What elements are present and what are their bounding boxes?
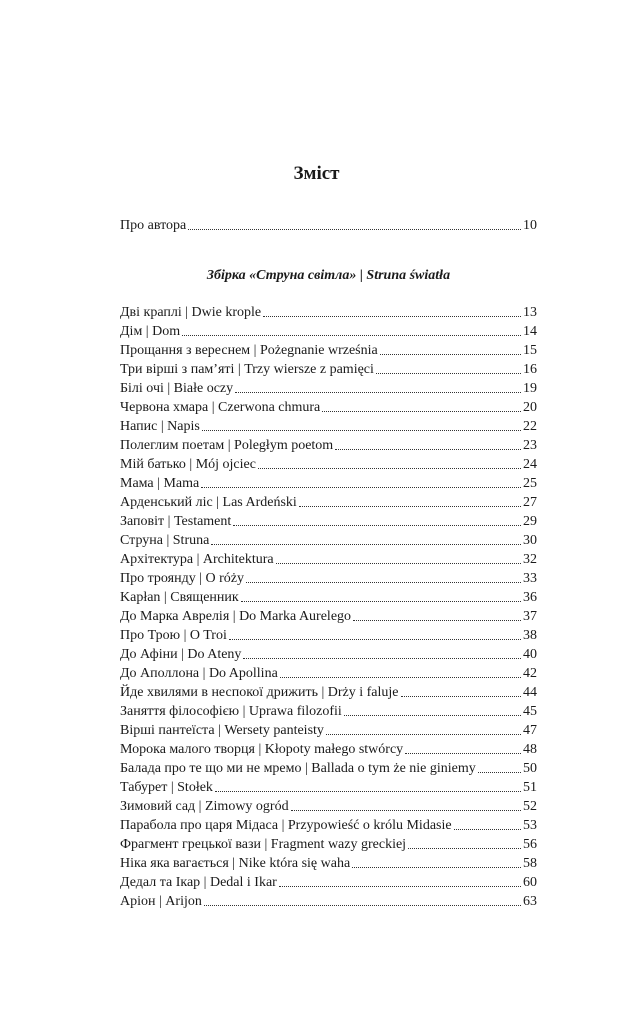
toc-dot-leader	[322, 411, 521, 412]
toc-entry-page: 19	[523, 381, 537, 396]
toc-entry	[120, 379, 537, 398]
toc-entry-page: 10	[523, 218, 537, 233]
toc-dot-leader	[235, 392, 521, 393]
toc-entry-page: 30	[523, 533, 537, 548]
toc-entry-title: Kapłan | Священник	[120, 590, 239, 605]
toc-dot-leader	[478, 772, 521, 773]
toc-entry-title: Фрагмент грецької вази | Fragment wazy greckiej	[120, 837, 407, 852]
toc-entry	[120, 835, 537, 854]
toc-entry	[120, 455, 537, 474]
toc-entry-page: 42	[523, 666, 537, 681]
toc-entry-title: Морока малого творця | Kłopoty małego stwórcy	[120, 742, 404, 757]
toc-dot-leader	[263, 316, 521, 317]
toc-entry-title: Йде хвилями в неспокої дрижить | Drży i faluje	[120, 685, 399, 700]
toc-entry-title: Заповіт | Testament	[120, 514, 232, 529]
toc-entry-title: Мій батько | Mój ojciec	[120, 457, 256, 472]
page-title: Зміст	[293, 163, 340, 184]
toc-dot-leader	[258, 468, 521, 469]
toc-entry-title: Табурет | Stołek	[120, 780, 213, 795]
toc-entry-title: Про троянду | O róży	[120, 571, 244, 586]
toc-entry-title: Про автора	[120, 218, 187, 233]
toc-entry	[120, 892, 537, 911]
toc-entry-page: 36	[523, 590, 537, 605]
toc-entry-page: 33	[523, 571, 537, 586]
toc-entry	[120, 360, 537, 379]
toc-dot-leader	[233, 525, 521, 526]
toc-entry-title: Заняття філософією | Uprawa filozofii	[120, 704, 342, 719]
toc-entry-title: Прощання з вереснем | Pożegnanie września	[120, 343, 378, 358]
toc-entry	[120, 702, 537, 721]
toc-list	[0, 303, 537, 911]
toc-entry-page: 27	[523, 495, 537, 510]
toc-dot-leader	[280, 677, 521, 678]
toc-entry-title: Вірші пантеїста | Wersety panteisty	[120, 723, 324, 738]
toc-entry-title: Аріон | Arijon	[120, 894, 202, 909]
toc-dot-leader	[279, 886, 521, 887]
toc-entry	[120, 740, 537, 759]
toc-dot-leader	[291, 810, 521, 811]
toc-entry-page: 60	[523, 875, 537, 890]
toc-entry	[120, 474, 537, 493]
toc-dot-leader	[188, 229, 521, 230]
toc-entry-title: Архітектура | Architektura	[120, 552, 274, 567]
toc-dot-leader	[376, 373, 521, 374]
toc-entry	[120, 550, 537, 569]
toc-entry-page: 50	[523, 761, 537, 776]
toc-entry-title: Дві краплі | Dwie krople	[120, 305, 262, 320]
toc-dot-leader	[353, 620, 521, 621]
toc-entry-page: 45	[523, 704, 537, 719]
toc-entry	[120, 645, 537, 664]
toc-entry	[120, 873, 537, 892]
toc-entry-page: 15	[523, 343, 537, 358]
toc-entry-page: 29	[523, 514, 537, 529]
toc-dot-leader	[299, 506, 521, 507]
toc-entry	[120, 493, 537, 512]
toc-entry-intro	[120, 216, 537, 235]
toc-dot-leader	[401, 696, 521, 697]
toc-entry	[120, 303, 537, 322]
toc-entry-page: 48	[523, 742, 537, 757]
toc-entry-title: До Марка Аврелія | Do Marka Aurelego	[120, 609, 352, 624]
toc-dot-leader	[454, 829, 521, 830]
toc-entry	[120, 721, 537, 740]
toc-dot-leader	[335, 449, 521, 450]
toc-dot-leader	[182, 335, 521, 336]
toc-entry-page: 20	[523, 400, 537, 415]
toc-entry-page: 23	[523, 438, 537, 453]
toc-entry-title: Дім | Dom	[120, 324, 181, 339]
toc-entry	[120, 569, 537, 588]
toc-entry	[120, 816, 537, 835]
toc-entry-page: 52	[523, 799, 537, 814]
toc-entry-page: 53	[523, 818, 537, 833]
toc-dot-leader	[229, 639, 521, 640]
toc-entry	[120, 398, 537, 417]
toc-entry	[120, 588, 537, 607]
toc-entry-page: 63	[523, 894, 537, 909]
toc-entry	[120, 759, 537, 778]
toc-dot-leader	[202, 430, 521, 431]
toc-entry	[120, 341, 537, 360]
toc-entry-page: 13	[523, 305, 537, 320]
toc-entry-page: 14	[523, 324, 537, 339]
toc-entry	[120, 664, 537, 683]
toc-entry-page: 47	[523, 723, 537, 738]
toc-entry-page: 44	[523, 685, 537, 700]
toc-dot-leader	[215, 791, 521, 792]
toc-entry-title: До Афіни | Do Ateny	[120, 647, 242, 662]
toc-dot-leader	[344, 715, 521, 716]
toc-dot-leader	[246, 582, 521, 583]
toc-entry-page: 51	[523, 780, 537, 795]
toc-dot-leader	[201, 487, 521, 488]
toc-entry-title: Напис | Napis	[120, 419, 200, 434]
toc-entry-page: 22	[523, 419, 537, 434]
toc-dot-leader	[352, 867, 521, 868]
toc-entry	[120, 778, 537, 797]
toc-dot-leader	[204, 905, 521, 906]
toc-dot-leader	[241, 601, 521, 602]
toc-entry-title: Мама | Mama	[120, 476, 200, 491]
toc-entry-page: 25	[523, 476, 537, 491]
toc-entry-title: Червона хмара | Czerwona chmura	[120, 400, 321, 415]
toc-dot-leader	[326, 734, 521, 735]
toc-entry-page: 40	[523, 647, 537, 662]
toc-entry-title: До Аполлона | Do Apollina	[120, 666, 278, 681]
section-heading: Збірка «Струна світла» | Struna światła	[206, 268, 451, 283]
toc-entry-title: Ніка яка вагається | Nike która się waha	[120, 856, 351, 871]
toc-entry	[120, 512, 537, 531]
toc-entry-title: Парабола про царя Мідаса | Przypowieść o królu Midasie	[120, 818, 452, 833]
toc-entry-title: Білі очі | Białe oczy	[120, 381, 234, 396]
toc-entry-page: 38	[523, 628, 537, 643]
toc-dot-leader	[408, 848, 521, 849]
toc-entry-page: 56	[523, 837, 537, 852]
toc-entry-page: 58	[523, 856, 537, 871]
toc-entry	[120, 683, 537, 702]
toc-entry-title: Про Трою | O Troi	[120, 628, 227, 643]
toc-entry	[120, 626, 537, 645]
toc-entry-title: Арденський ліс | Las Ardeński	[120, 495, 297, 510]
toc-entry-page: 37	[523, 609, 537, 624]
toc-entry-title: Зимовий сад | Zimowy ogród	[120, 799, 289, 814]
toc-entry-title: Три вірші з пам’яті | Trzy wiersze z pamięci	[120, 362, 374, 377]
toc-entry	[120, 607, 537, 626]
toc-entry-page: 32	[523, 552, 537, 567]
toc-entry	[120, 854, 537, 873]
toc-entry-page: 16	[523, 362, 537, 377]
toc-dot-leader	[380, 354, 521, 355]
toc-entry	[120, 436, 537, 455]
toc-dot-leader	[405, 753, 521, 754]
toc-entry	[120, 417, 537, 436]
toc-entry-title: Струна | Struna	[120, 533, 210, 548]
toc-entry-title: Полеглим поетам | Poległym poetom	[120, 438, 334, 453]
toc-dot-leader	[276, 563, 521, 564]
toc-entry	[120, 322, 537, 341]
toc-dot-leader	[211, 544, 521, 545]
toc-entry	[120, 797, 537, 816]
toc-entry-title: Дедал та Ікар | Dedal i Ikar	[120, 875, 277, 890]
toc-entry	[120, 531, 537, 550]
toc-entry-page: 24	[523, 457, 537, 472]
toc-dot-leader	[243, 658, 521, 659]
toc-entry-title: Балада про те що ми не мремо | Ballada o tym że nie giniemy	[120, 761, 476, 776]
